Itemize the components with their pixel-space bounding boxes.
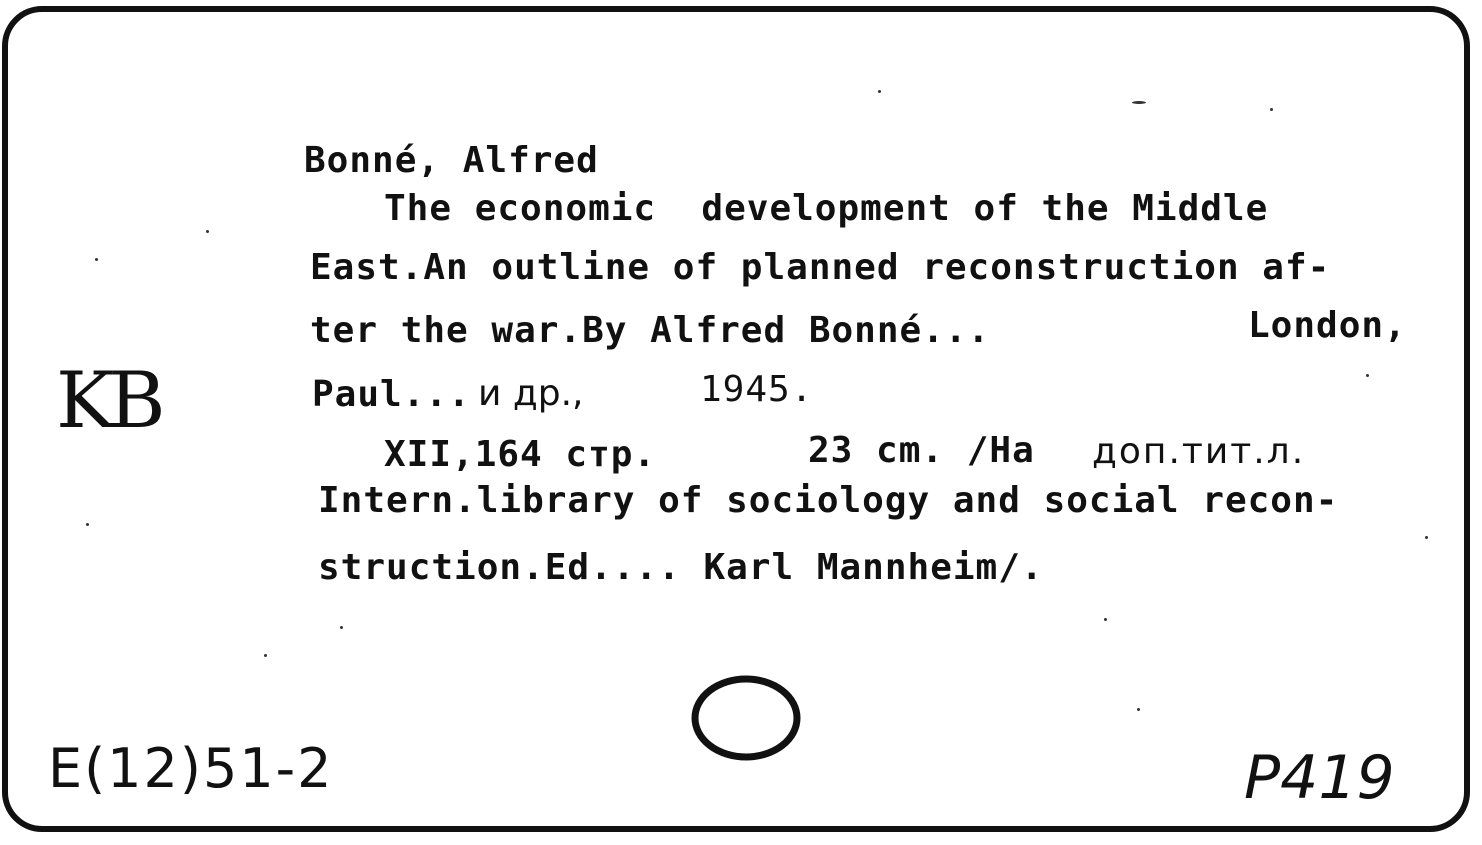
handwritten-shelfmark: P419 (1244, 743, 1395, 813)
handwritten-classmark: E(12)51-2 (48, 737, 334, 800)
card-punch-hole (688, 672, 804, 764)
scan-speck (878, 90, 881, 93)
place-of-publication: London, (1248, 305, 1407, 346)
series-line-2: struction.Ed.... Karl Mannheim/. (318, 547, 1044, 588)
scan-speck (86, 523, 89, 526)
collation-pages: XII,164 стр. (384, 434, 657, 475)
handwritten-left-mark: KB (56, 356, 160, 446)
handwritten-imprint-note: и др., (478, 373, 584, 414)
handwritten-added-title-note: доп.тит.л. (1092, 431, 1306, 472)
title-line-2: East.An outline of planned reconstruction af- (310, 247, 1331, 288)
author-heading: Bonné, Alfred (304, 140, 599, 181)
scan-speck (1137, 708, 1140, 711)
publication-year: 1945. (700, 369, 814, 410)
scan-speck (95, 258, 98, 261)
scan-speck (1270, 108, 1273, 111)
title-line-3: ter the war.By Alfred Bonné... (310, 310, 991, 351)
publisher: Paul... (312, 374, 471, 415)
series-line-1: Intern.library of sociology and social recon- (318, 480, 1339, 521)
scan-speck (264, 654, 267, 657)
scan-speck (206, 230, 209, 233)
collation-size: 23 cm. /На (808, 430, 1035, 471)
scan-speck (1425, 536, 1428, 539)
scan-speck (1104, 618, 1107, 621)
title-line-1: The economic development of the Middle (384, 188, 1269, 229)
scan-speck (340, 626, 343, 629)
scan-speck (1132, 101, 1146, 104)
scan-speck (1366, 374, 1369, 377)
